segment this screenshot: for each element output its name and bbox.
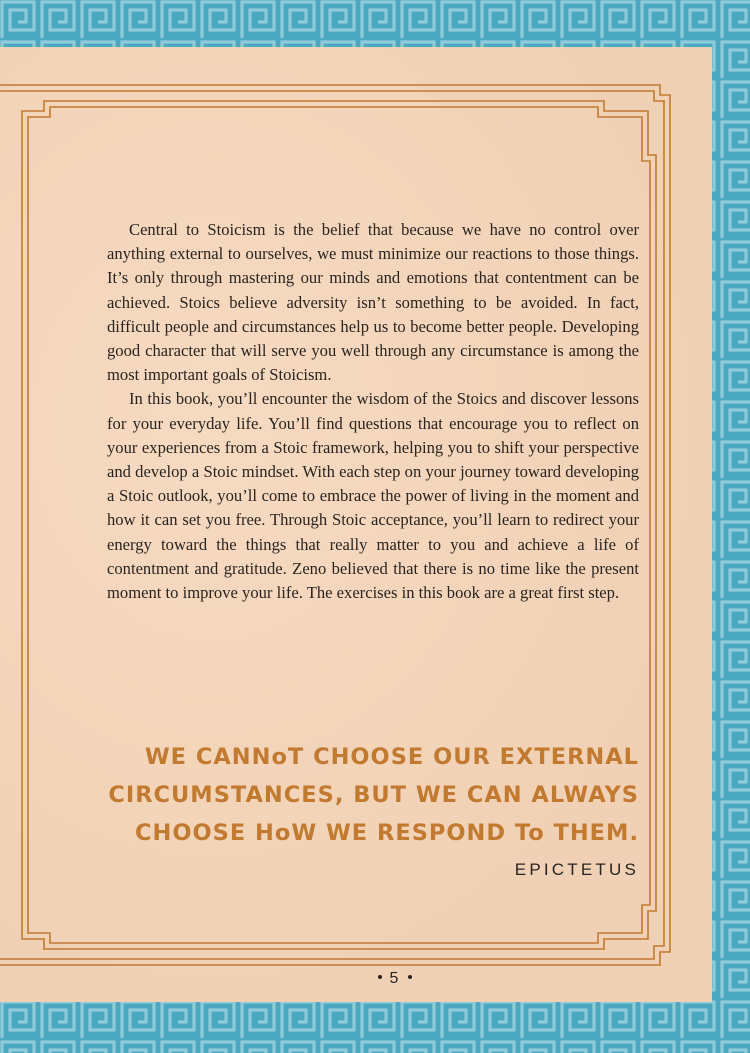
page-number-footer <box>0 970 750 988</box>
body-text <box>107 218 639 605</box>
bullet-dot-icon <box>378 975 382 979</box>
page-number: 5 <box>389 970 401 987</box>
quote-line-2: CIRCUMSTANCES, BUT WE CAN ALWAYS <box>108 782 639 808</box>
body-paragraph-1: Central to Stoicism is the belief that because we have no control over anything external to ourselves, we must minimize our reactions to those things. It’s only through mastering our minds and emotions that contentment can be achieved. Stoics believe adversity isn’t something to be avoided. In fact, difficult people and circumstances help us to become better people. Developing good character that will serve you well through any circumstance is among the most important goals of Stoicism. <box>107 220 639 385</box>
body-paragraph-2: In this book, you’ll encounter the wisdom of the Stoics and discover lessons for your everyday life. You’ll find questions that encourage you to reflect on your experiences from a Stoic framework, helping you to shift your perspective and develop a Stoic mindset. With each step on your journey toward developing a Stoic outlook, you’ll come to embrace the power of living in the moment and how it can set you free. Through Stoic acceptance, you’ll learn to redirect your energy toward the things that really matter to you and achieve a life of contentment and gratitude. Zeno believed that there is no time like the present moment to improve your life. The exercises in this book are a great first step. <box>107 389 639 603</box>
quote-attribution: EPICTETUS <box>514 860 639 879</box>
bullet-dot-icon <box>408 975 412 979</box>
pull-quote <box>107 738 639 852</box>
quote-line-1: WE CANNoT CHOOSE OUR EXTERNAL <box>144 744 639 770</box>
quote-line-3: CHOOSE HoW WE RESPOND To THEM. <box>135 820 639 846</box>
